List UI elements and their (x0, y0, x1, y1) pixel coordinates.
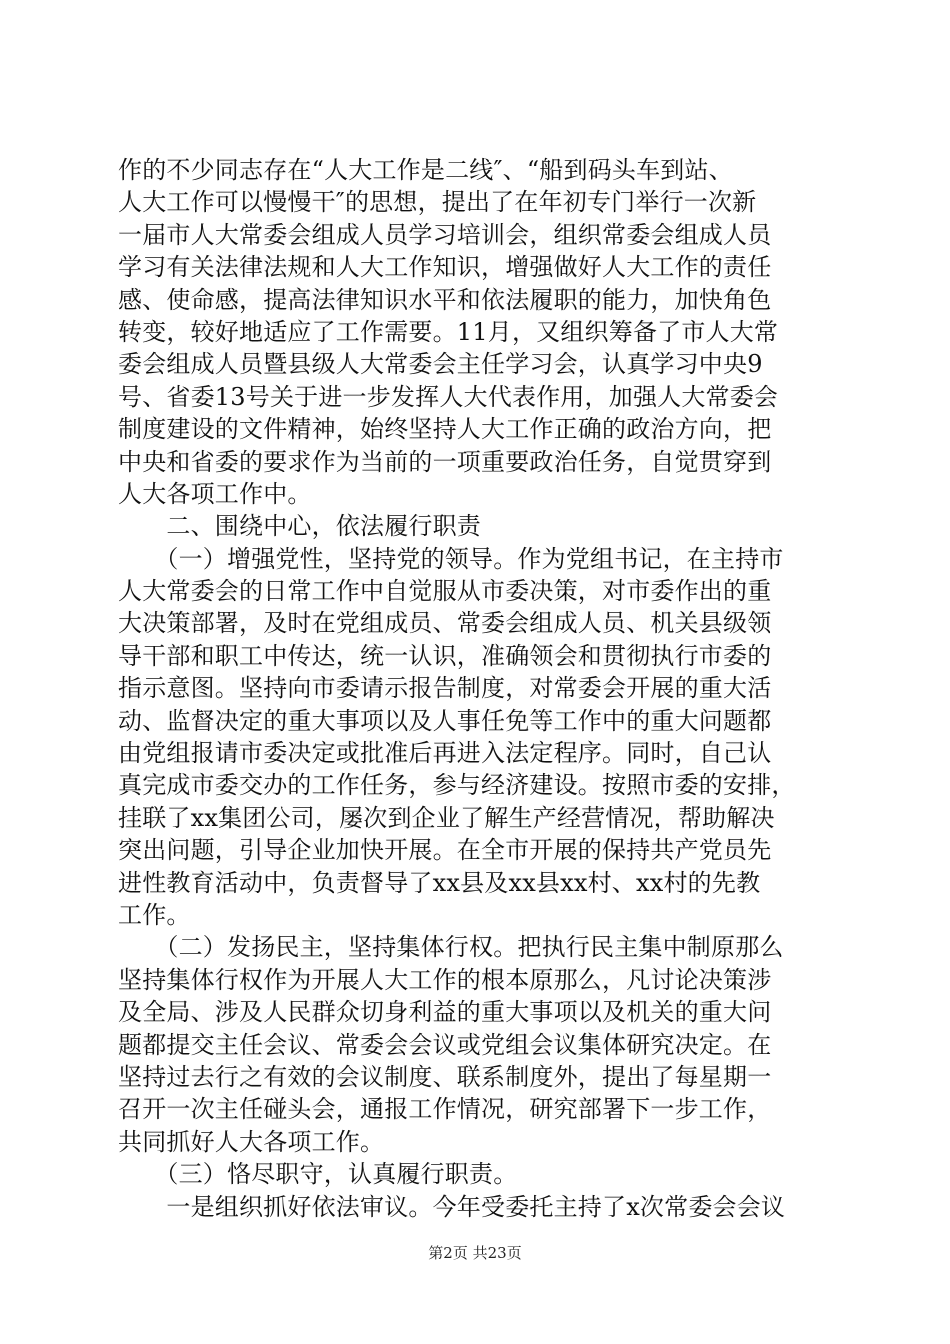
text-line: 及全局、涉及人民群众切身利益的重大事项以及机关的重大问 (118, 998, 772, 1027)
text-line: 作的不少同志存在“人大工作是二线″、“船到码头车到站、 (118, 156, 733, 184)
text-line: 指示意图。坚持向市委请示报告制度，对常委会开展的重大活 (118, 674, 772, 703)
text-line: 人大常委会的日常工作中自觉服从市委决策，对市委作出的重 (118, 577, 772, 606)
text-line: 工作。 (118, 900, 191, 929)
text-line: 中央和省委的要求作为当前的一项重要政治任务，自觉贯穿到 (118, 447, 772, 476)
text-line: 真完成市委交办的工作任务，参与经济建设。按照市委的安排， (118, 771, 796, 800)
text-line: （二）发扬民主，坚持集体行权。把执行民主集中制原那么 (118, 933, 784, 962)
text-line: 题都提交主任会议、常委会会议或党组会议集体研究决定。在 (118, 1030, 772, 1059)
text-line: 召开一次主任碰头会，通报工作情况，研究部署下一步工作， (118, 1095, 772, 1124)
page-footer: 第2页 共23页 (428, 1244, 522, 1262)
text-line: 坚持过去行之有效的会议制度、联系制度外，提出了每星期一 (118, 1062, 772, 1091)
text-line: （一）增强党性，坚持党的领导。作为党组书记，在主持市 (118, 544, 784, 573)
text-line: 学习有关法律法规和人大工作知识，增强做好人大工作的责任 (118, 253, 772, 282)
text-line: 动、监督决定的重大事项以及人事任免等工作中的重大问题都 (118, 706, 772, 735)
text-line: 一是组织抓好依法审议。今年受委托主持了x次常委会会议 (118, 1192, 786, 1221)
text-line: 坚持集体行权作为开展人大工作的根本原那么，凡讨论决策涉 (118, 965, 772, 994)
text-line: 进性教育活动中，负责督导了xx县及xx县xx村、xx村的先教 (118, 868, 761, 897)
text-line: （三）恪尽职守，认真履行职责。 (118, 1160, 518, 1189)
text-line: 突出问题，引导企业加快开展。在全市开展的保持共产党员先 (118, 836, 772, 865)
text-line: 二、围绕中心，依法履行职责 (118, 512, 481, 541)
text-line: 号、省委13号关于进一步发挥人大代表作用，加强人大常委会 (118, 382, 779, 411)
text-line: 制度建设的文件精神，始终坚持人大工作正确的政治方向，把 (118, 415, 772, 444)
text-line: 委会组成人员暨县级人大常委会主任学习会，认真学习中央9 (118, 350, 763, 379)
text-line: 转变，较好地适应了工作需要。11月，又组织筹备了市人大常 (118, 317, 779, 346)
text-line: 人大各项工作中。 (118, 479, 312, 508)
text-line: 一届市人大常委会组成人员学习培训会，组织常委会组成人员 (118, 220, 772, 249)
text-line: 感、使命感，提高法律知识水平和依法履职的能力，加快角色 (118, 285, 772, 314)
text-line: 人大工作可以慢慢干″的思想，提出了在年初专门举行一次新 (118, 188, 757, 217)
text-line: 共同抓好人大各项工作。 (118, 1127, 385, 1156)
text-line: 由党组报请市委决定或批准后再进入法定程序。同时，自己认 (118, 739, 772, 768)
text-line: 导干部和职工中传达，统一认识，准确领会和贯彻执行市委的 (118, 641, 772, 670)
text-line: 大决策部署，及时在党组成员、常委会组成人员、机关县级领 (118, 609, 772, 638)
text-line: 挂联了xx集团公司，屡次到企业了解生产经营情况，帮助解决 (118, 803, 775, 832)
body-text (118, 154, 838, 1223)
